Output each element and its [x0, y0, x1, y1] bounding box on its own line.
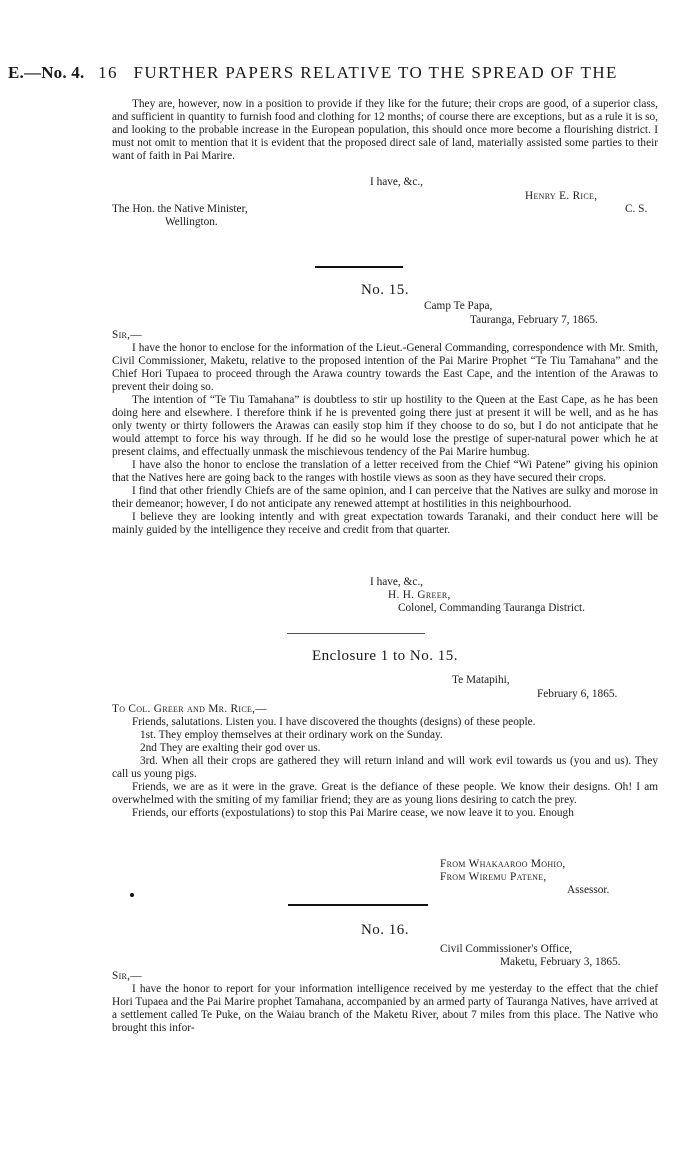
enclosure-heading: Enclosure 1 to No. 15.	[312, 648, 458, 664]
intro-addressee-place: Wellington.	[165, 216, 218, 228]
no16-paragraph: I have the honor to report for your information intelligence received by me yesterday to the effect that the chief Hori Tupaea and the Pai Marire prophet Tamahana, accompanied by an armed party of Tauranga Natives, have arrived at a settlement called Te Puke, on the Waiau branch of the Maketu River, about 7 miles from this place. The Native who brought this infor-	[112, 983, 658, 1034]
no16-date: Maketu, February 3, 1865.	[500, 956, 621, 968]
no15-paragraph-4: I find that other friendly Chiefs are of the same opinion, and I can perceive that the Natives are sulky and morose in their demeanor; however, I do not anticipate any renewed attempt at hostilities in this neighbourhood.	[112, 485, 658, 510]
intro-paragraph: They are, however, now in a position to provide if they like for the future; their crops are good, of a superior class, and sufficient in quantity to furnish food and clothing for 12 months; of course there are exceptions, but as a rule it is so, and looking to the probable increase in the European population, this should once more become a flourishing district. I must not omit to mention that it is evident that the proposed direct sale of land, materially assisted some parties to their want of faith in Pai Marire.	[112, 98, 658, 162]
section-divider	[288, 904, 428, 906]
no16-salutation: Sir,—	[112, 970, 142, 982]
enclosure-place: Te Matapihi,	[452, 674, 510, 686]
no16-body	[112, 983, 658, 1035]
enclosure-paragraph-2: Friends, we are as it were in the grave. Great is the defiance of these people. We know their designs. Oh! I am overwhelmed with the smiting of my familiar friend; they are as young lions desiring to catch the prey.	[112, 781, 658, 806]
no15-heading: No. 15.	[360, 282, 410, 298]
ink-speck	[130, 893, 134, 897]
enclosure-date: February 6, 1865.	[537, 688, 618, 700]
intro-closing: I have, &c.,	[370, 176, 424, 188]
no15-paragraph-5: I believe they are looking intently and with great expectation towards Taranaki, and their conduct here will be mainly guided by the intelligence they receive and credit from that quarter.	[112, 511, 658, 536]
no15-signature-title: Colonel, Commanding Tauranga District.	[398, 602, 585, 614]
intro-signature-title: C. S.	[625, 203, 648, 215]
no15-closing: I have, &c.,	[370, 576, 424, 588]
enclosure-item-2: 2nd They are exalting their god over us.	[140, 742, 321, 754]
no15-place: Camp Te Papa,	[424, 300, 493, 312]
no15-paragraph-3: I have also the honor to enclose the translation of a letter received from the Chief “Wi Patene” giving his opinion that the Natives here are going back to the ranges with hostile views as soon as they have secured their crops.	[112, 459, 658, 484]
enclosure-paragraph-3: Friends, our efforts (expostulations) to stop this Pai Marire cease, we now leave it to you. Enough	[132, 807, 574, 819]
enclosure-paragraph-1: Friends, salutations. Listen you. I have discovered the thoughts (designs) of these people.	[132, 716, 536, 728]
no15-paragraph-1: I have the honor to enclose for the information of the Lieut.-General Commanding, correspondence with Mr. Smith, Civil Commissioner, Maketu, relative to the proposed intention of the Pai Marire Prophet “Te Tiu Tamahana” and the Chief Hori Tupaea to proceed through the Arawa country towards the East Cape, and the intention of the Arawas to prevent their doing so.	[112, 342, 658, 393]
no15-paragraph-2: The intention of “Te Tiu Tamahana” is doubtless to stir up hostility to the Queen at the East Cape, as he has been doing here and elsewhere. I therefore think if he is prevented going there just at present it will be well, and as he has only twenty or thirty followers the Arawas can easily stop him if they choose to do so, but I do not anticipate that he would attempt to force his way through. If he did so he would lose the prestige of super-natural power which he at present claims, and effectually unmask the mischievous tendency of the Pai Marire humbug.	[112, 394, 658, 458]
intro-addressee: The Hon. the Native Minister,	[112, 203, 248, 215]
intro-signature: Henry E. Rice,	[525, 190, 598, 202]
no15-body	[112, 342, 658, 537]
no16-heading: No. 16.	[360, 922, 410, 938]
enclosure-addressee: To Col. Greer and Mr. Rice,—	[112, 703, 267, 715]
enclosure-body	[112, 716, 658, 820]
enclosure-from-1: From Whakaaroo Mohio,	[440, 858, 566, 870]
intro-section	[112, 98, 658, 163]
no15-signature: H. H. Greer,	[388, 589, 451, 601]
enclosure-from-2: From Wiremu Patene,	[440, 871, 547, 883]
paper-reference: E.—No. 4.	[8, 63, 85, 82]
no15-salutation: Sir,—	[112, 329, 142, 341]
enclosure-item-1: 1st. They employ themselves at their ordinary work on the Sunday.	[140, 729, 443, 741]
section-divider	[287, 633, 425, 634]
no16-office: Civil Commissioner's Office,	[440, 943, 573, 955]
section-divider	[315, 266, 403, 268]
enclosure-assessor: Assessor.	[567, 884, 610, 896]
enclosure-item-3: 3rd. When all their crops are gathered they will return inland and will work evil towards us (you and us). They call us young pigs.	[112, 755, 658, 780]
page-number: 16	[98, 63, 118, 82]
no15-date: Tauranga, February 7, 1865.	[470, 314, 598, 326]
running-title: FURTHER PAPERS RELATIVE TO THE SPREAD OF THE	[133, 63, 618, 82]
page-header	[8, 63, 698, 83]
